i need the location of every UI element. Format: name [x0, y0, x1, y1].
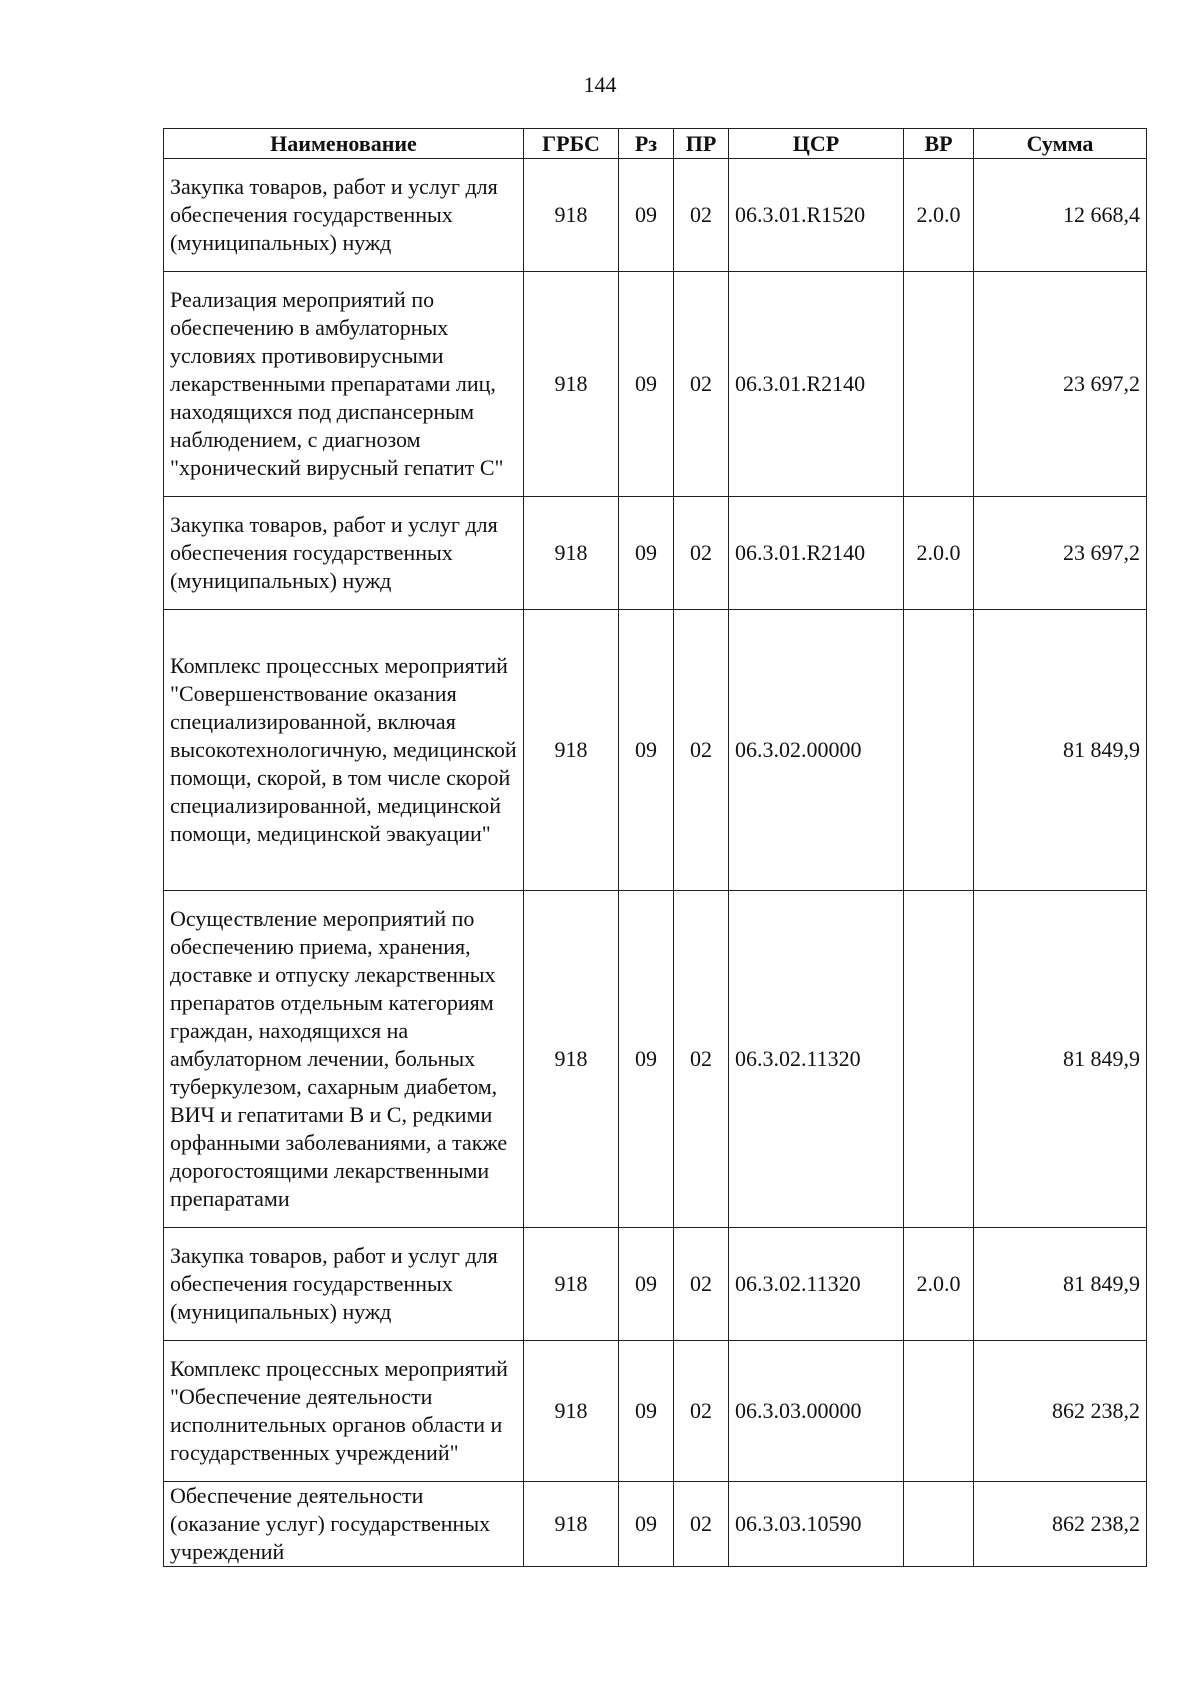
cell-rz: 09 [619, 610, 674, 891]
table-row [164, 497, 1147, 610]
cell-rz: 09 [619, 497, 674, 610]
cell-pr: 02 [674, 272, 729, 497]
header-csr: ЦСР [729, 129, 904, 159]
cell-sum: 81 849,9 [974, 891, 1147, 1228]
cell-pr: 02 [674, 159, 729, 272]
cell-pr: 02 [674, 610, 729, 891]
cell-name: Комплекс процессных мероприятий "Обеспечение деятельности исполнительных органов области и государственных учреждений" [164, 1341, 524, 1482]
table-row [164, 891, 1147, 1228]
cell-name: Комплекс процессных мероприятий "Совершенствование оказания специализированной, включая высокотехнологичную, медицинской помощи, скорой, в том числе скорой специализированной, медицинской помощи, медицинской эвакуации" [164, 610, 524, 891]
cell-grbs: 918 [524, 610, 619, 891]
cell-vr [904, 1482, 974, 1567]
header-vr: ВР [904, 129, 974, 159]
cell-csr: 06.3.03.00000 [729, 1341, 904, 1482]
cell-csr: 06.3.02.00000 [729, 610, 904, 891]
cell-sum: 81 849,9 [974, 1228, 1147, 1341]
cell-vr [904, 272, 974, 497]
cell-grbs: 918 [524, 272, 619, 497]
budget-table [163, 128, 1147, 1567]
cell-sum: 23 697,2 [974, 272, 1147, 497]
cell-rz: 09 [619, 1482, 674, 1567]
cell-pr: 02 [674, 1341, 729, 1482]
cell-name: Закупка товаров, работ и услуг для обеспечения государственных (муниципальных) нужд [164, 159, 524, 272]
cell-sum: 23 697,2 [974, 497, 1147, 610]
cell-csr: 06.3.03.10590 [729, 1482, 904, 1567]
cell-rz: 09 [619, 1228, 674, 1341]
cell-pr: 02 [674, 497, 729, 610]
cell-vr: 2.0.0 [904, 1228, 974, 1341]
header-pr: ПР [674, 129, 729, 159]
cell-vr [904, 891, 974, 1228]
cell-vr [904, 1341, 974, 1482]
header-row [164, 129, 1147, 159]
cell-rz: 09 [619, 891, 674, 1228]
cell-pr: 02 [674, 1228, 729, 1341]
table-row [164, 159, 1147, 272]
page-number: 144 [583, 72, 617, 97]
cell-grbs: 918 [524, 1228, 619, 1341]
cell-grbs: 918 [524, 1482, 619, 1567]
cell-sum: 862 238,2 [974, 1482, 1147, 1567]
cell-csr: 06.3.02.11320 [729, 1228, 904, 1341]
cell-pr: 02 [674, 1482, 729, 1567]
cell-vr: 2.0.0 [904, 497, 974, 610]
cell-csr: 06.3.01.R2140 [729, 272, 904, 497]
table-row [164, 1341, 1147, 1482]
table-row [164, 1482, 1147, 1567]
cell-sum: 862 238,2 [974, 1341, 1147, 1482]
cell-rz: 09 [619, 1341, 674, 1482]
cell-name: Обеспечение деятельности (оказание услуг) государственных учреждений [164, 1482, 524, 1567]
cell-csr: 06.3.01.R2140 [729, 497, 904, 610]
table-row [164, 272, 1147, 497]
header-name: Наименование [164, 129, 524, 159]
cell-name: Осуществление мероприятий по обеспечению приема, хранения, доставке и отпуску лекарственных препаратов отдельным категориям граждан, находящихся на амбулаторном лечении, больных туберкулезом, сахарным диабетом, ВИЧ и гепатитами В и С, редкими орфанными заболеваниями, а также дорогостоящими лекарственными препаратами [164, 891, 524, 1228]
cell-name: Закупка товаров, работ и услуг для обеспечения государственных (муниципальных) нужд [164, 1228, 524, 1341]
cell-csr: 06.3.02.11320 [729, 891, 904, 1228]
header-sum: Сумма [974, 129, 1147, 159]
cell-rz: 09 [619, 272, 674, 497]
cell-vr: 2.0.0 [904, 159, 974, 272]
cell-vr [904, 610, 974, 891]
cell-rz: 09 [619, 159, 674, 272]
cell-name: Реализация мероприятий по обеспечению в амбулаторных условиях противовирусными лекарственными препаратами лиц, находящихся под диспансерным наблюдением, с диагнозом "хронический вирусный гепатит С" [164, 272, 524, 497]
cell-grbs: 918 [524, 1341, 619, 1482]
cell-grbs: 918 [524, 891, 619, 1228]
header-rz: Рз [619, 129, 674, 159]
cell-name: Закупка товаров, работ и услуг для обеспечения государственных (муниципальных) нужд [164, 497, 524, 610]
cell-csr: 06.3.01.R1520 [729, 159, 904, 272]
table-row [164, 1228, 1147, 1341]
cell-sum: 81 849,9 [974, 610, 1147, 891]
table-row [164, 610, 1147, 891]
cell-sum: 12 668,4 [974, 159, 1147, 272]
cell-grbs: 918 [524, 159, 619, 272]
cell-grbs: 918 [524, 497, 619, 610]
header-grbs: ГРБС [524, 129, 619, 159]
cell-pr: 02 [674, 891, 729, 1228]
